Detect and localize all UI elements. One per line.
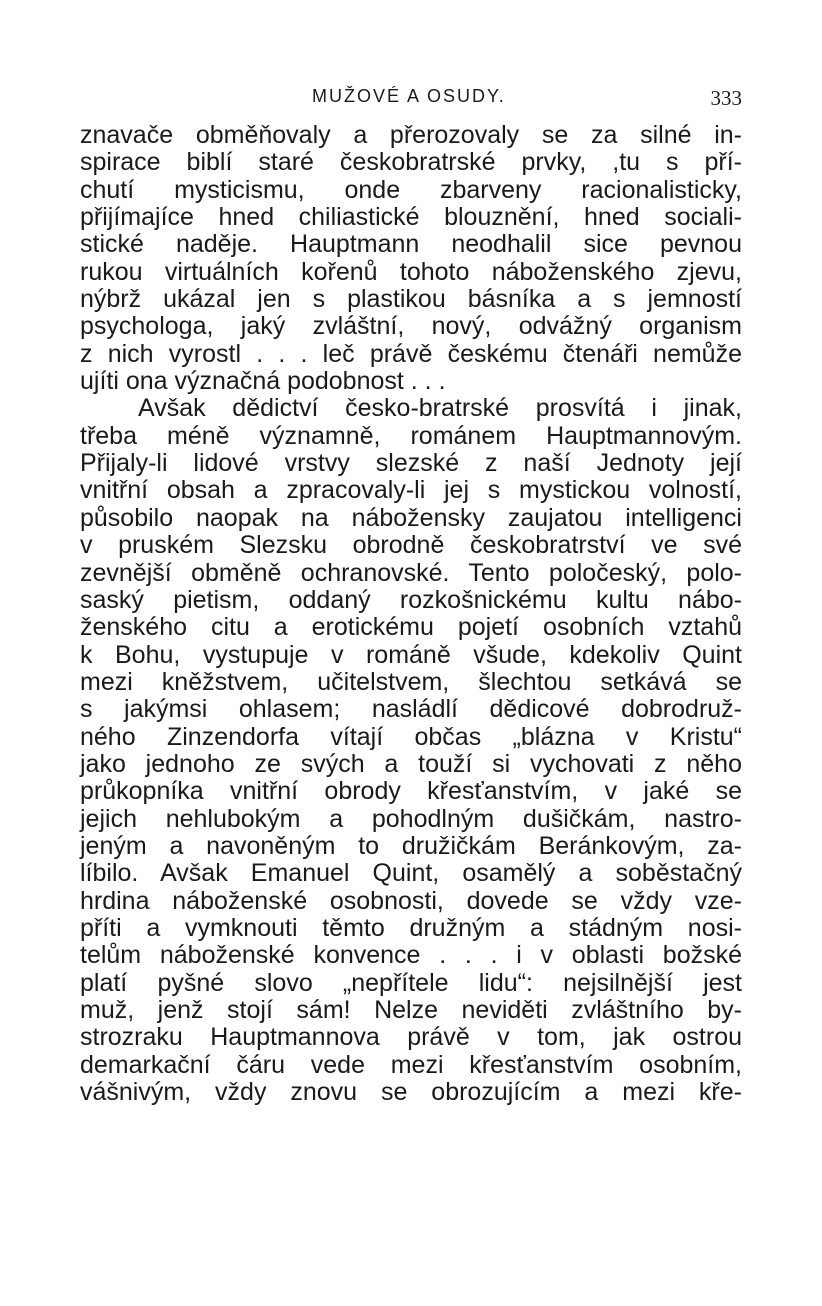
text-line: vášnivým, vždy znovu se obrozujícím a mezi kře-	[80, 1078, 742, 1107]
text-line: chutí mysticismu, onde zbarveny racionalisticky,	[80, 175, 742, 204]
text-line: hrdina náboženské osobnosti, dovede se vždy vze-	[80, 886, 742, 915]
text-line: v pruském Slezsku obrodně českobratrství ve své	[80, 531, 742, 560]
text-line: ného Zinzendorfa vítají občas „blázna v Kristu“	[80, 722, 742, 751]
text-line: příti a vymknouti těmto družným a stádným nosi-	[80, 913, 742, 942]
text-line: Přijaly-li lidové vrstvy slezské z naší Jednoty její	[80, 449, 742, 478]
text-line: jako jednoho ze svých a touží si vychovati z něho	[80, 749, 742, 778]
text-line: telům náboženské konvence . . . i v oblasti božské	[80, 941, 742, 970]
text-line: psychologa, jaký zvláštní, nový, odvážný organism	[80, 312, 742, 341]
text-line: ujíti ona význačná podobnost . . .	[80, 367, 446, 396]
text-line: k Bohu, vystupuje v románě všude, kdekoliv Quint	[80, 640, 742, 669]
text-line: ženského citu a erotickému pojetí osobních vztahů	[80, 613, 742, 642]
text-line: přijímajíce hned chiliastické blouznění, hned sociali-	[80, 203, 742, 232]
text-line: zevnější obměně ochranovské. Tento poločeský, polo-	[80, 558, 742, 587]
text-line: saský pietism, oddaný rozkošnickému kultu nábo-	[80, 585, 742, 614]
page-number: 333	[710, 86, 742, 110]
text-line: strozraku Hauptmannova právě v tom, jak ostrou	[80, 1023, 742, 1052]
text-line: jeným a navoněným to družičkám Beránkovým, za-	[80, 831, 742, 860]
text-line: nýbrž ukázal jen s plastikou básníka a s jemností	[80, 285, 742, 314]
text-line: muž, jenž stojí sám! Nelze neviděti zvláštního by-	[80, 996, 742, 1024]
text-line: s jakýmsi ohlasem; nasládlí dědicové dobrodruž-	[80, 695, 742, 724]
text-line: vnitřní obsah a zpracovaly-li jej s mystickou volností,	[80, 476, 742, 505]
text-line: platí pyšné slovo „nepřítele lidu“: nejsilnější jest	[80, 968, 742, 997]
body-text	[80, 122, 742, 1106]
text-line: znavače obměňovaly a přerozovaly se za silné in-	[80, 121, 742, 149]
running-head-title: MUŽOVÉ A OSUDY.	[312, 86, 506, 106]
text-line: demarkační čáru vede mezi křesťanstvím osobním,	[80, 1050, 742, 1079]
text-line: rukou virtuálních kořenů tohoto náboženského zjevu,	[80, 257, 742, 286]
text-line: jejich nehlubokým a pohodlným dušičkám, nastro-	[80, 804, 742, 833]
text-line: mezi kněžstvem, učitelstvem, šlechtou setkává se	[80, 667, 742, 696]
text-line: průkopníka vnitřní obrody křesťanstvím, v jaké se	[80, 777, 742, 806]
running-head	[80, 86, 742, 116]
text-line: Avšak dědictví česko-bratrské prosvítá i jinak,	[138, 394, 742, 423]
text-line: líbilo. Avšak Emanuel Quint, osamělý a soběstačný	[80, 859, 742, 888]
text-line: spirace biblí staré českobratrské prvky, ,tu s pří-	[80, 148, 742, 177]
text-line: z nich vyrostl . . . leč právě českému čtenáři nemůže	[80, 339, 742, 368]
text-line: třeba méně významně, románem Hauptmannovým.	[80, 421, 742, 450]
text-line: stické naděje. Hauptmann neodhalil sice pevnou	[80, 230, 742, 259]
text-line: působilo naopak na nábožensky zaujatou intelligenci	[80, 503, 742, 532]
